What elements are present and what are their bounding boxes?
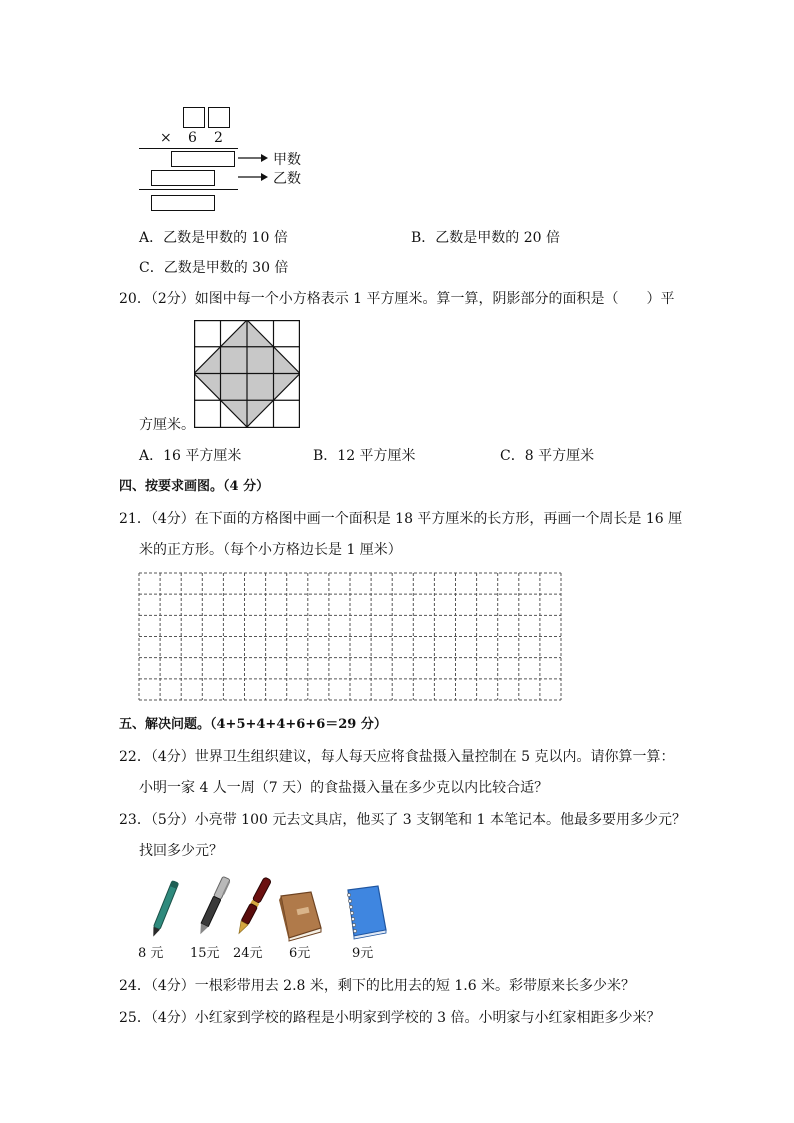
digit-box-1 [183, 107, 205, 128]
rule-line-1 [139, 148, 238, 149]
q19-option-c: C．乙数是甲数的 30 倍 [139, 260, 289, 276]
times-sign: × [160, 130, 172, 146]
digit-box-2 [208, 107, 230, 128]
price-label: 9元 [352, 946, 374, 961]
partial-product-yi-box [151, 170, 215, 186]
q20-option-a: A．16 平方厘米 [139, 448, 242, 464]
price-label: 8 元 [138, 946, 164, 961]
section-4-title: 四、按要求画图。（4 分） [119, 479, 270, 494]
q24-line1: 24．（4分）一根彩带用去 2.8 米，剩下的比用去的短 1.6 米。彩带原来长多少米？ [119, 978, 636, 994]
multiplier-digit-6: 6 [188, 130, 197, 146]
price-label: 15元 [190, 946, 220, 961]
price-label: 24元 [233, 946, 263, 961]
brown-notebook-icon [275, 890, 325, 942]
section-5-title: 五、解决问题。（4+5+4+4+6+6＝29 分） [119, 717, 387, 732]
q20-option-b: B．12 平方厘米 [313, 448, 416, 464]
q22-line2: 小明一家 4 人一周（7 天）的食盐摄入量在多少克以内比较合适？ [139, 780, 549, 796]
price-label: 6元 [289, 946, 311, 961]
q20-stem: 20．（2分）如图中每一个小方格表示 1 平方厘米。算一算，阴影部分的面积是（ ）平 [119, 291, 675, 307]
q19-option-b: B．乙数是甲数的 20 倍 [411, 230, 561, 246]
arrow-yi-icon [238, 171, 268, 183]
q21-line2: 米的正方形。（每个小方格边长是 1 厘米） [139, 542, 402, 558]
q20-option-c: C．8 平方厘米 [500, 448, 595, 464]
shaded-square-grid [194, 320, 300, 428]
q19-option-a: A．乙数是甲数的 10 倍 [139, 230, 288, 246]
drawing-grid [138, 572, 562, 701]
blue-notebook-icon [338, 884, 390, 942]
rule-line-2 [139, 189, 238, 190]
partial-product-jia-box [171, 151, 235, 167]
silver-pen-icon [193, 873, 233, 941]
q22-line1: 22．（4分）世界卫生组织建议，每人每天应将食盐摄入量控制在 5 克以内。请你算一算： [119, 749, 675, 765]
q21-line1: 21．（4分）在下面的方格图中画一个面积是 18 平方厘米的长方形，再画一个周长是 16 厘 [119, 511, 683, 527]
label-jia: 甲数 [273, 152, 301, 168]
q20-stem-cont: 方厘米。 [139, 417, 195, 433]
label-yi: 乙数 [273, 171, 301, 187]
q25-line1: 25．（4分）小红家到学校的路程是小明家到学校的 3 倍。小明家与小红家相距多少米？ [119, 1010, 661, 1026]
q23-line1: 23．（5分）小亮带 100 元去文具店，他买了 3 支钢笔和 1 本笔记本。他最多要用多少元？ [119, 812, 686, 828]
fountain-pen-icon [235, 873, 271, 941]
q23-line2: 找回多少元？ [139, 843, 223, 859]
green-pen-icon [145, 876, 185, 942]
final-product-box [151, 195, 215, 211]
multiplier-digit-2: 2 [214, 130, 223, 146]
arrow-jia-icon [238, 152, 268, 164]
